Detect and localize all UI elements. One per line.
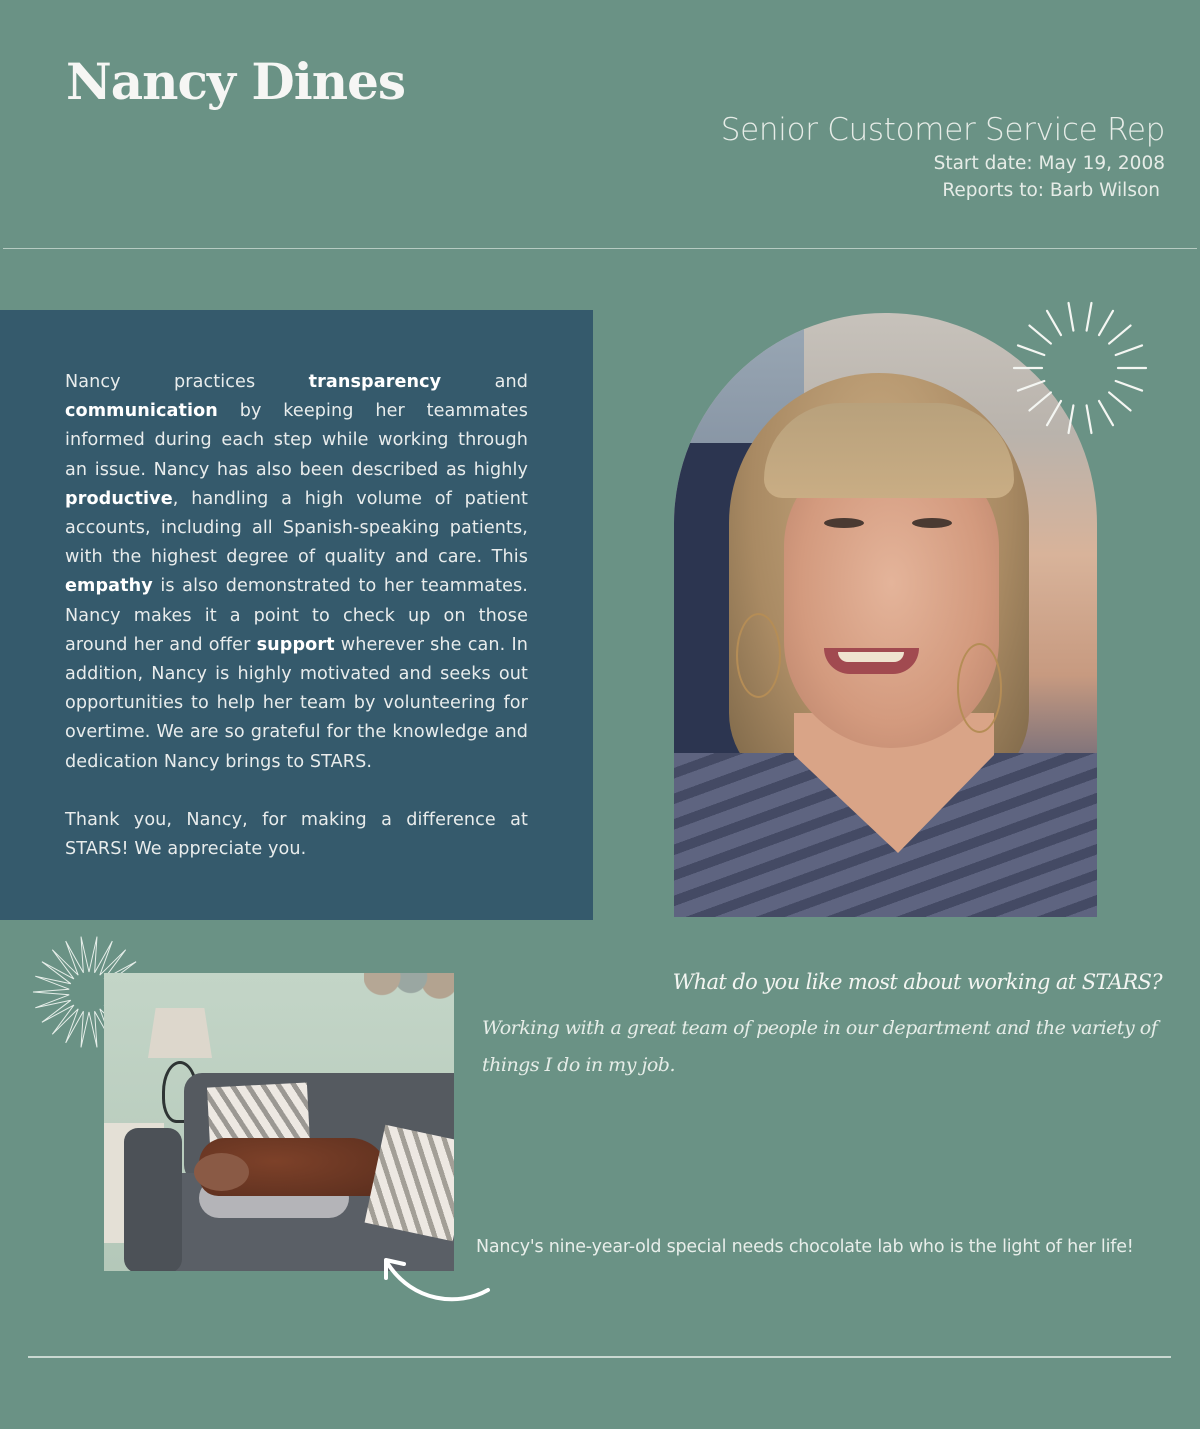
bio-run: Nancy practices [65,372,309,392]
qa-question: What do you like most about working at STARS? [672,970,1162,994]
reports-to: Reports to: Barb Wilson [942,180,1160,201]
curved-arrow-icon [378,1252,493,1307]
bio-keyword: support [256,634,335,655]
bio-paragraph-1 [65,368,528,777]
bio-paragraph-2: Thank you, Nancy, for making a difference at STARS! We appreciate you. [65,810,528,860]
bio-keyword: communication [65,401,218,422]
qa-answer: Working with a great team of people in our department and the variety of things I do in my job. [482,1017,1158,1076]
bio-keyword: transparency [308,372,442,392]
role-block [721,110,1165,204]
top-divider [3,248,1197,249]
bio-run: is also demonstrated to her teammates. Nancy makes it a point to check up on those around her and offer [65,576,528,655]
bio-run: , handling a high volume of patient accounts, including all Spanish-speaking patients, with the highest degree of quality and care. This [65,488,528,568]
start-date: Start date: May 19, 2008 [933,153,1165,174]
bio-keyword: productive [65,488,173,509]
bio-keyword: empathy [65,576,153,597]
bio-run: by keeping her teammates informed during each step while working through an issue. Nancy has also been described as highly [65,401,528,480]
dog-photo [104,973,454,1271]
job-title: Senior Customer Service Rep [720,112,1165,148]
bio-text [65,368,528,864]
bio-run: and [441,372,528,392]
bio-run: wherever she can. In addition, Nancy is highly motivated and seeks out opportunities to help her team by volunteering for overtime. We are so grateful for the knowledge and dedication Nancy brings to STARS. [65,634,528,772]
employee-name: Nancy Dines [66,52,406,111]
starburst-icon [1008,298,1152,438]
dog-caption: Nancy's nine-year-old special needs chocolate lab who is the light of her life! [476,1237,1134,1257]
bottom-divider [28,1356,1171,1358]
